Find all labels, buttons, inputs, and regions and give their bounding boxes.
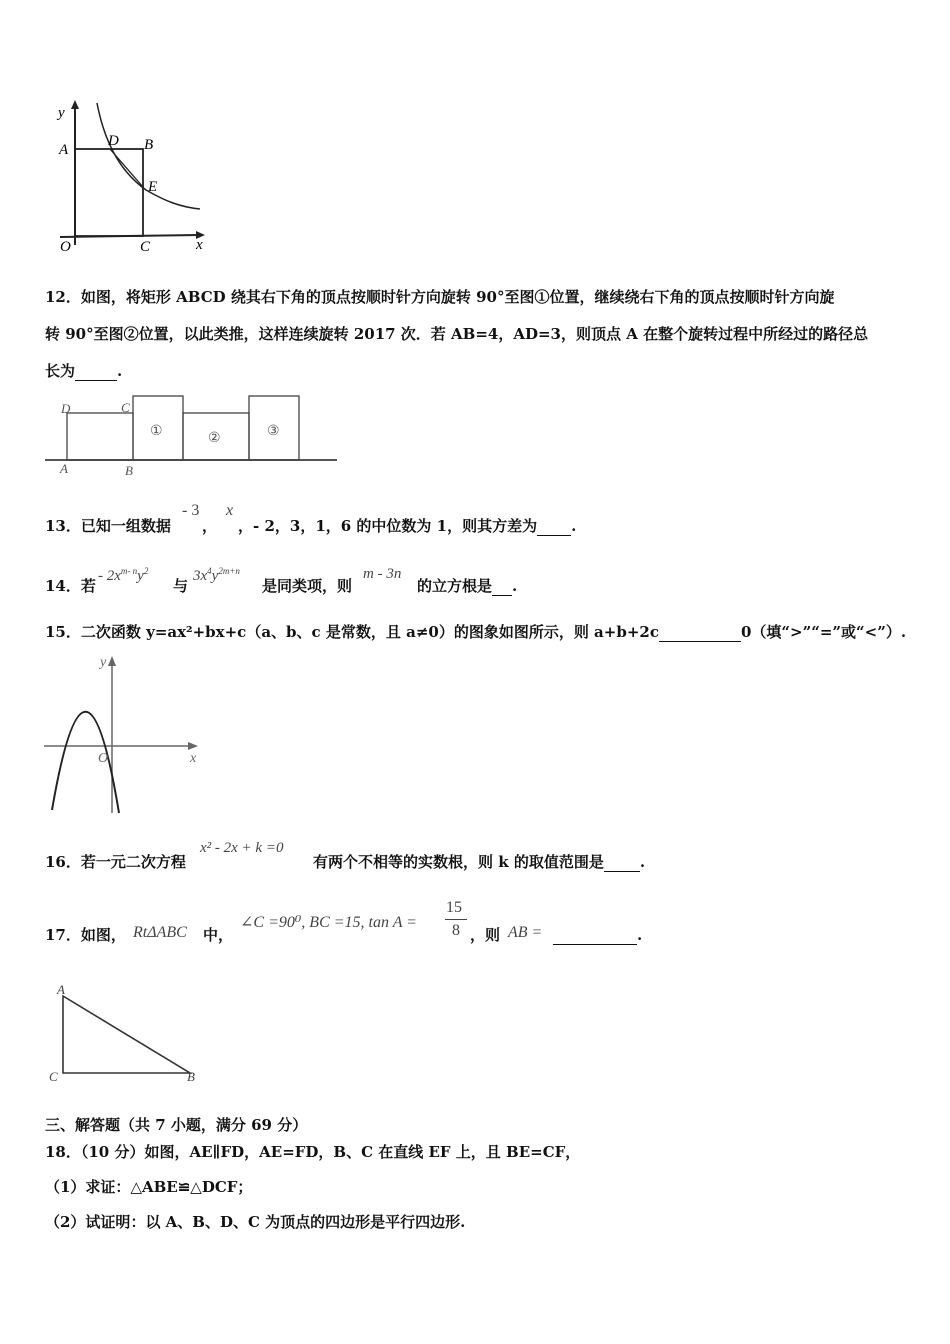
q18-part2: （2）试证明：以 A、B、D、C 为顶点的四边形是平行四边形. xyxy=(45,1213,466,1231)
label-x: x xyxy=(190,751,197,766)
q15-tail: 0（填“>”“=”或“<”）. xyxy=(740,623,907,641)
figure-q17-triangle xyxy=(45,982,205,1082)
label-b: B xyxy=(187,1069,195,1082)
q14-term2 xyxy=(193,566,240,585)
label-o: O xyxy=(60,239,71,255)
q14-term2-base: 3x xyxy=(193,568,208,584)
q17-triangle: RtΔABC xyxy=(133,924,187,941)
q13-sep: ， xyxy=(202,517,218,535)
q12-line1: 12．如图，将矩形 ABCD 绕其右下角的顶点按顺时针方向旋转 90°至图①位置，继续绕右下角的顶点按顺时针方向旋 xyxy=(45,288,835,306)
rectangle-abcd xyxy=(67,413,133,460)
q13-rest-text: ，- 2，3，1，6 的中位数为 1，则其方差为 xyxy=(238,517,538,535)
q15-answer-blank[interactable] xyxy=(659,627,741,642)
circled-2: ② xyxy=(208,431,221,446)
label-a: A xyxy=(60,461,68,476)
q12-line3: 长为 . xyxy=(45,362,123,380)
q17-prefix: 17．如图， xyxy=(45,926,126,944)
q17-fraction-bar xyxy=(445,919,467,920)
q13-data-a: - 3 xyxy=(182,502,200,519)
q16-rest-text: 有两个不相等的实数根，则 k 的取值范围是 xyxy=(313,853,604,871)
q13-rest: ，- 2，3，1，6 的中位数为 1，则其方差为 . xyxy=(238,517,577,535)
circled-1: ① xyxy=(150,424,163,439)
q14-tail-text: 的立方根是 xyxy=(417,577,493,595)
q17-ze: ，则 xyxy=(470,926,501,944)
q17-answer-blank[interactable] xyxy=(553,930,637,945)
section3-title: 三、解答题（共 7 小题，满分 69 分） xyxy=(45,1116,308,1134)
q12-line3-text: 长为 xyxy=(45,362,76,380)
label-e: E xyxy=(148,179,158,195)
q14-term1-exp: m- n xyxy=(120,566,138,576)
q18-line1: 18．（10 分）如图，AE∥FD，AE=FD，B、C 在直线 EF 上，且 BE=CF， xyxy=(45,1143,581,1161)
q12-answer-blank[interactable] xyxy=(75,366,117,381)
label-y: y xyxy=(58,105,65,121)
q14-term2-exp: 4 xyxy=(207,566,212,576)
q14-expr: m - 3n xyxy=(363,566,402,582)
q14-prefix: 14．若 xyxy=(45,577,96,595)
y-axis-arrow xyxy=(71,100,79,109)
q14-answer-blank[interactable] xyxy=(492,581,512,596)
parabola-curve xyxy=(52,712,119,813)
circled-3: ③ xyxy=(267,424,280,439)
q14-after: 是同类项，则 xyxy=(262,577,353,595)
label-c: C xyxy=(121,400,130,415)
y-axis-arrow xyxy=(108,656,116,666)
label-o: O xyxy=(98,751,109,766)
q15-text xyxy=(45,622,906,642)
q16-prefix: 16．若一元二次方程 xyxy=(45,853,186,871)
q16-answer-blank[interactable] xyxy=(604,857,640,872)
q14-term1-yexp: 2 xyxy=(143,566,149,576)
q13-data-x: x xyxy=(226,502,234,519)
rectangle-oabc xyxy=(75,149,143,236)
label-y: y xyxy=(100,655,107,670)
q14-term1 xyxy=(98,566,148,585)
label-d: D xyxy=(61,401,71,416)
q14-term1-base: - 2x xyxy=(98,568,121,584)
q15-text-main: 15．二次函数 y=ax²+bx+c（a、b、c 是常数，且 a≠0）的图象如图所示，则 a+b+2c xyxy=(45,623,659,641)
label-d: D xyxy=(108,133,119,149)
q14-term2-yexp: 2m+n xyxy=(218,566,240,576)
label-a: A xyxy=(59,142,69,158)
q14-term1-y: y xyxy=(137,568,144,584)
q17-ab: AB = xyxy=(508,924,543,941)
label-a: A xyxy=(57,982,65,997)
q17-blank-wrap: . xyxy=(553,925,642,945)
q12-line2: 转 90°至图②位置，以此类推，这样连续旋转 2017 次．若 AB=4，AD=3，则顶点 A 在整个旋转过程中所经过的路径总 xyxy=(45,325,869,343)
q18-part1: （1）求证：△ABE≌△DCF； xyxy=(45,1178,253,1196)
q14-tail: 的立方根是 . xyxy=(417,577,518,595)
x-axis-arrow xyxy=(188,742,198,750)
q17-fraction-den: 8 xyxy=(452,922,460,939)
q13-prefix: 13．已知一组数据 xyxy=(45,517,171,535)
segment-de xyxy=(110,149,143,187)
figure-q11-inverse-graph xyxy=(50,95,220,260)
q14-mid: 与 xyxy=(173,577,189,595)
q17-condition: ∠C =90⁰, BC =15, tan A = xyxy=(240,914,417,931)
label-b: B xyxy=(125,463,133,478)
q16-rest: 有两个不相等的实数根，则 k 的取值范围是 . xyxy=(313,853,646,871)
figure-q15-parabola xyxy=(42,648,207,818)
label-b: B xyxy=(144,137,154,153)
triangle-abc xyxy=(63,996,190,1073)
q13-answer-blank[interactable] xyxy=(537,521,571,536)
q17-zhong: 中， xyxy=(203,926,234,944)
q17-fraction-num: 15 xyxy=(446,899,462,916)
q16-equation: x² - 2x + k =0 xyxy=(200,840,284,856)
figure-q12-rotations xyxy=(45,393,340,483)
label-x: x xyxy=(196,237,203,253)
label-c: C xyxy=(140,239,151,255)
label-c: C xyxy=(49,1069,58,1082)
q14-term2-y: y xyxy=(211,568,219,584)
